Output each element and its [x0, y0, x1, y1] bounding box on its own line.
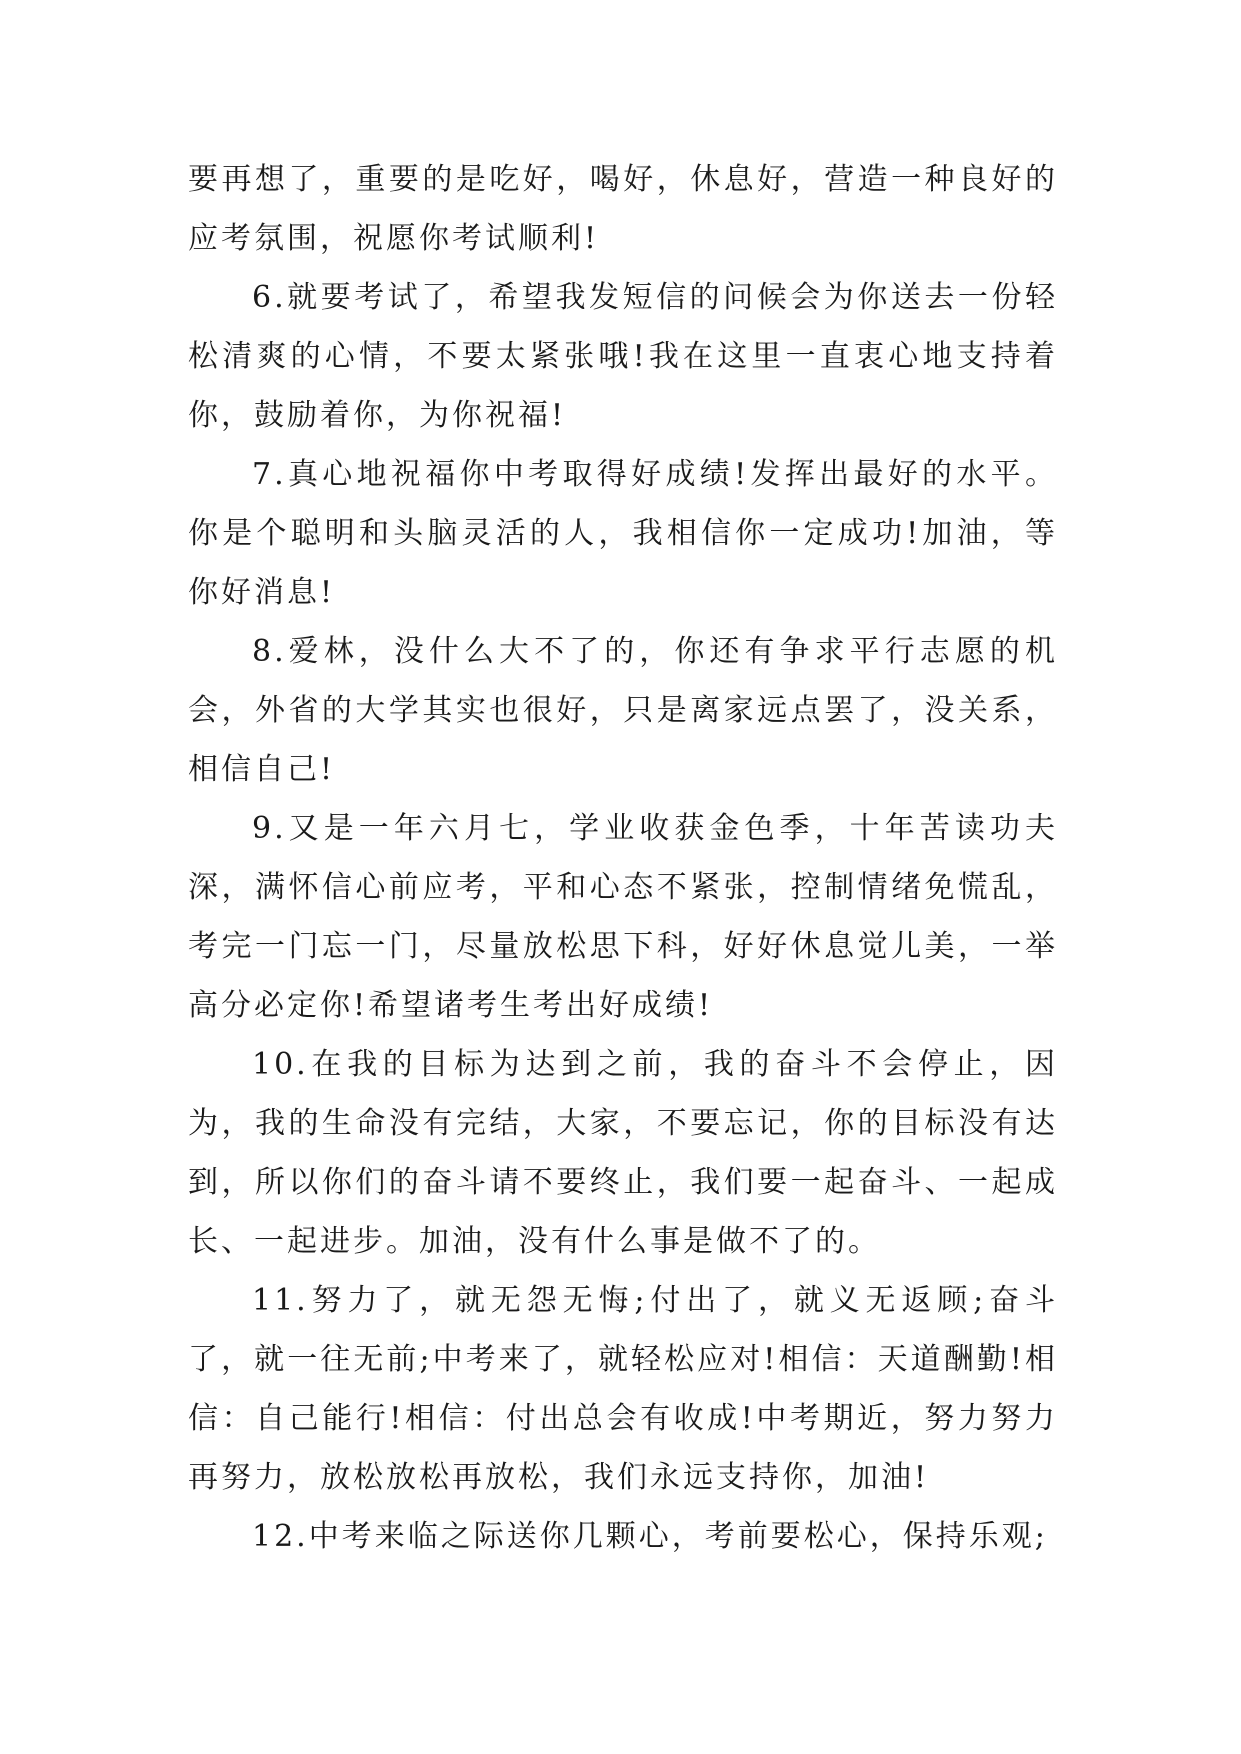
paragraph-8: 8.爱林，没什么大不了的，你还有争求平行志愿的机会，外省的大学其实也很好，只是离家远点罢了，没关系，相信自己!	[188, 634, 1058, 787]
paragraph-12: 12.中考来临之际送你几颗心，考前要松心，保持乐观;	[252, 1519, 1048, 1554]
paragraph-6: 6.就要考试了，希望我发短信的问候会为你送去一份轻松清爽的心情，不要太紧张哦!我在这里一直衷心地支持着你，鼓励着你，为你祝福!	[188, 280, 1058, 433]
paragraph-10: 10.在我的目标为达到之前，我的奋斗不会停止，因为，我的生命没有完结，大家，不要忘记，你的目标没有达到，所以你们的奋斗请不要终止，我们要一起奋斗、一起成长、一起进步。加油，没有什么事是做不了的。	[188, 1047, 1058, 1259]
paragraph-continued: 要再想了，重要的是吃好，喝好，休息好，营造一种良好的应考氛围，祝愿你考试顺利!	[188, 162, 1058, 256]
paragraph-11: 11.努力了，就无怨无悔;付出了，就义无返顾;奋斗了，就一往无前;中考来了，就轻松应对!相信：天道酬勤!相信：自己能行!相信：付出总会有收成!中考期近，努力努力再努力，放松放松再放松，我们永远支持你，加油!	[188, 1283, 1058, 1495]
document-body	[188, 150, 1058, 1566]
paragraph-9: 9.又是一年六月七，学业收获金色季，十年苦读功夫深，满怀信心前应考，平和心态不紧张，控制情绪免慌乱，考完一门忘一门，尽量放松思下科，好好休息觉儿美，一举高分必定你!希望诸考生考出好成绩!	[188, 811, 1058, 1023]
paragraph-7: 7.真心地祝福你中考取得好成绩!发挥出最好的水平。你是个聪明和头脑灵活的人，我相信你一定成功!加油，等你好消息!	[188, 457, 1058, 610]
